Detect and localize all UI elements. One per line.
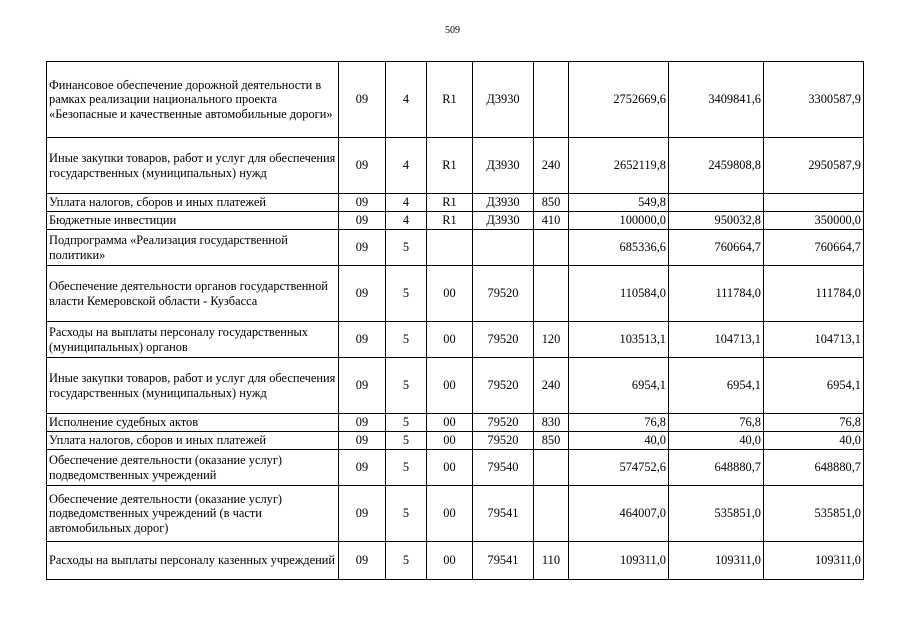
row-name: Финансовое обеспечение дорожной деятельности в рамках реализации национального проекта «Безопасные и качественные автомобильные дороги»: [47, 62, 339, 138]
amount-year-1: 6954,1: [569, 358, 669, 414]
table-row: [47, 230, 864, 266]
row-name: Подпрограмма «Реализация государственной политики»: [47, 230, 339, 266]
amount-year-2: 2459808,8: [669, 138, 764, 194]
amount-year-3: 6954,1: [764, 358, 864, 414]
expense-type-code: [534, 266, 569, 322]
row-name: Иные закупки товаров, работ и услуг для обеспечения государственных (муниципальных) нужд: [47, 138, 339, 194]
amount-year-2: 40,0: [669, 432, 764, 450]
table-row: [47, 486, 864, 542]
amount-year-1: 103513,1: [569, 322, 669, 358]
section-code: 09: [339, 432, 386, 450]
section-code: 09: [339, 358, 386, 414]
row-name: Обеспечение деятельности (оказание услуг) подведомственных учреждений (в части автомобильных дорог): [47, 486, 339, 542]
table-row: [47, 432, 864, 450]
amount-year-1: 549,8: [569, 194, 669, 212]
section-code: 09: [339, 414, 386, 432]
program-code: 00: [427, 322, 473, 358]
program-code: R1: [427, 62, 473, 138]
amount-year-2: [669, 194, 764, 212]
amount-year-2: 109311,0: [669, 542, 764, 580]
program-code: R1: [427, 212, 473, 230]
program-code: 00: [427, 486, 473, 542]
article-code: [473, 230, 534, 266]
table-row: [47, 62, 864, 138]
expense-type-code: 850: [534, 432, 569, 450]
expense-type-code: 830: [534, 414, 569, 432]
program-code: R1: [427, 194, 473, 212]
section-code: 09: [339, 194, 386, 212]
amount-year-3: 535851,0: [764, 486, 864, 542]
amount-year-2: 76,8: [669, 414, 764, 432]
section-code: 09: [339, 62, 386, 138]
table-row: [47, 212, 864, 230]
subsection-code: 5: [386, 450, 427, 486]
subsection-code: 4: [386, 62, 427, 138]
subsection-code: 4: [386, 212, 427, 230]
amount-year-2: 104713,1: [669, 322, 764, 358]
amount-year-3: 111784,0: [764, 266, 864, 322]
table-row: [47, 138, 864, 194]
amount-year-3: 2950587,9: [764, 138, 864, 194]
row-name: Уплата налогов, сборов и иных платежей: [47, 194, 339, 212]
amount-year-1: 2752669,6: [569, 62, 669, 138]
amount-year-3: 40,0: [764, 432, 864, 450]
article-code: Д3930: [473, 212, 534, 230]
row-name: Иные закупки товаров, работ и услуг для обеспечения государственных (муниципальных) нужд: [47, 358, 339, 414]
amount-year-2: 6954,1: [669, 358, 764, 414]
expense-type-code: 240: [534, 358, 569, 414]
subsection-code: 4: [386, 194, 427, 212]
article-code: 79520: [473, 322, 534, 358]
article-code: 79520: [473, 432, 534, 450]
amount-year-2: 648880,7: [669, 450, 764, 486]
amount-year-2: 760664,7: [669, 230, 764, 266]
amount-year-2: 111784,0: [669, 266, 764, 322]
amount-year-2: 950032,8: [669, 212, 764, 230]
expense-type-code: 240: [534, 138, 569, 194]
table-row: [47, 266, 864, 322]
subsection-code: 5: [386, 266, 427, 322]
expense-type-code: 850: [534, 194, 569, 212]
amount-year-1: 40,0: [569, 432, 669, 450]
amount-year-3: [764, 194, 864, 212]
article-code: Д3930: [473, 194, 534, 212]
article-code: Д3930: [473, 138, 534, 194]
amount-year-3: 109311,0: [764, 542, 864, 580]
amount-year-1: 464007,0: [569, 486, 669, 542]
row-name: Расходы на выплаты персоналу казенных учреждений: [47, 542, 339, 580]
program-code: 00: [427, 450, 473, 486]
section-code: 09: [339, 450, 386, 486]
row-name: Расходы на выплаты персоналу государственных (муниципальных) органов: [47, 322, 339, 358]
amount-year-1: 110584,0: [569, 266, 669, 322]
expense-type-code: [534, 230, 569, 266]
amount-year-3: 350000,0: [764, 212, 864, 230]
subsection-code: 5: [386, 322, 427, 358]
subsection-code: 4: [386, 138, 427, 194]
row-name: Уплата налогов, сборов и иных платежей: [47, 432, 339, 450]
table-body: [47, 62, 864, 580]
subsection-code: 5: [386, 230, 427, 266]
amount-year-2: 535851,0: [669, 486, 764, 542]
table-row: [47, 358, 864, 414]
article-code: 79541: [473, 542, 534, 580]
section-code: 09: [339, 138, 386, 194]
amount-year-1: 2652119,8: [569, 138, 669, 194]
row-name: Бюджетные инвестиции: [47, 212, 339, 230]
section-code: 09: [339, 230, 386, 266]
amount-year-1: 685336,6: [569, 230, 669, 266]
budget-table: [46, 61, 864, 580]
program-code: [427, 230, 473, 266]
article-code: 79540: [473, 450, 534, 486]
article-code: Д3930: [473, 62, 534, 138]
expense-type-code: [534, 486, 569, 542]
page-number: 509: [445, 25, 460, 36]
article-code: 79520: [473, 414, 534, 432]
table-row: [47, 194, 864, 212]
expense-type-code: [534, 62, 569, 138]
row-name: Обеспечение деятельности (оказание услуг) подведомственных учреждений: [47, 450, 339, 486]
program-code: 00: [427, 358, 473, 414]
subsection-code: 5: [386, 358, 427, 414]
expense-type-code: 120: [534, 322, 569, 358]
expense-type-code: [534, 450, 569, 486]
expense-type-code: 110: [534, 542, 569, 580]
program-code: R1: [427, 138, 473, 194]
amount-year-2: 3409841,6: [669, 62, 764, 138]
program-code: 00: [427, 266, 473, 322]
table-row: [47, 450, 864, 486]
subsection-code: 5: [386, 486, 427, 542]
program-code: 00: [427, 432, 473, 450]
program-code: 00: [427, 414, 473, 432]
amount-year-3: 648880,7: [764, 450, 864, 486]
amount-year-3: 760664,7: [764, 230, 864, 266]
article-code: 79520: [473, 266, 534, 322]
section-code: 09: [339, 542, 386, 580]
article-code: 79520: [473, 358, 534, 414]
section-code: 09: [339, 322, 386, 358]
expense-type-code: 410: [534, 212, 569, 230]
subsection-code: 5: [386, 414, 427, 432]
section-code: 09: [339, 212, 386, 230]
amount-year-1: 574752,6: [569, 450, 669, 486]
amount-year-1: 100000,0: [569, 212, 669, 230]
amount-year-1: 109311,0: [569, 542, 669, 580]
table-row: [47, 414, 864, 432]
amount-year-1: 76,8: [569, 414, 669, 432]
amount-year-3: 104713,1: [764, 322, 864, 358]
section-code: 09: [339, 266, 386, 322]
table-row: [47, 542, 864, 580]
program-code: 00: [427, 542, 473, 580]
article-code: 79541: [473, 486, 534, 542]
row-name: Обеспечение деятельности органов государственной власти Кемеровской области - Кузбасса: [47, 266, 339, 322]
row-name: Исполнение судебных актов: [47, 414, 339, 432]
table-row: [47, 322, 864, 358]
amount-year-3: 76,8: [764, 414, 864, 432]
section-code: 09: [339, 486, 386, 542]
amount-year-3: 3300587,9: [764, 62, 864, 138]
subsection-code: 5: [386, 432, 427, 450]
subsection-code: 5: [386, 542, 427, 580]
